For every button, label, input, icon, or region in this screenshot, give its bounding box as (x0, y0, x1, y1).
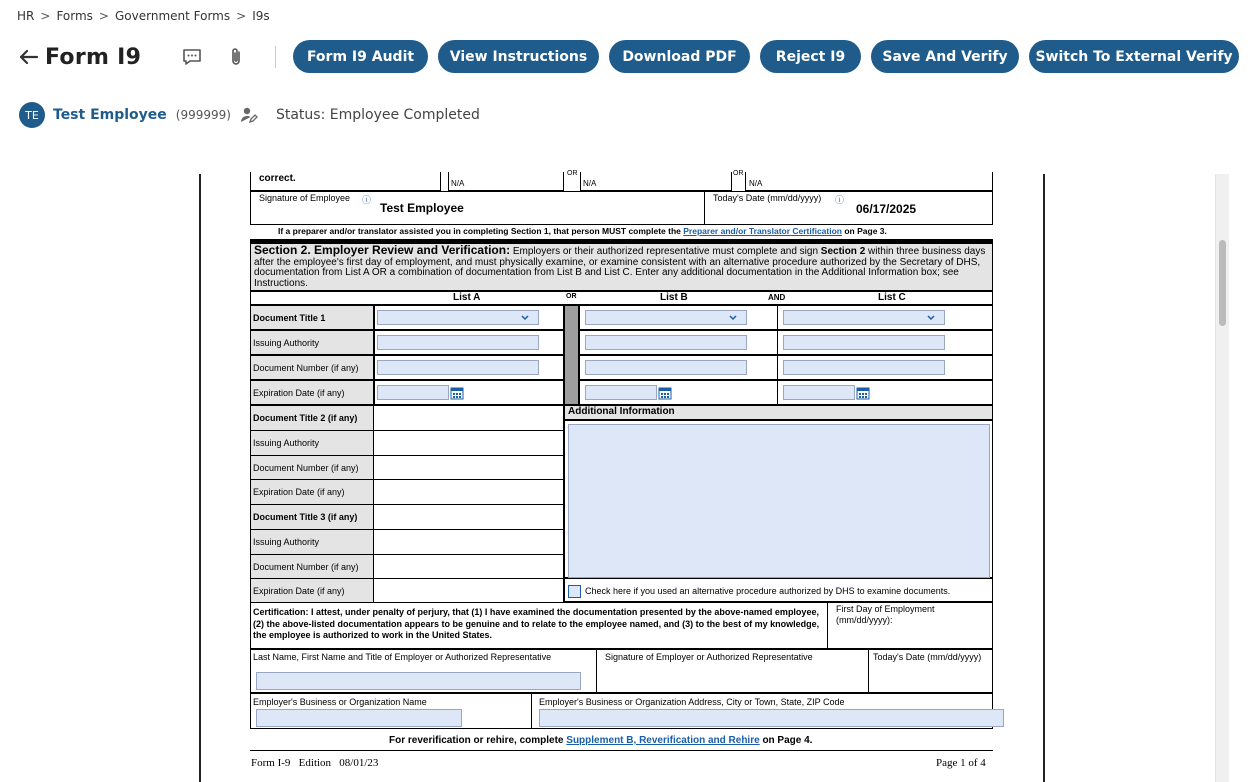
page-header (17, 40, 1247, 74)
section2-text: within three business days after the employee's first day of employment, and must physically examine, or examine consistent with an alternative procedure authorized by the Secretary of DHS, documentation from List A OR a combination of documentation from List B and List C. Enter any additional documentation in the Additional Information box; see Instructions. (254, 246, 986, 289)
employee-name[interactable]: Test Employee (53, 107, 167, 123)
document-field[interactable] (783, 360, 945, 375)
correct-text: correct. (259, 173, 296, 184)
na-cell-1 (448, 172, 564, 191)
breadcrumb-separator: > (98, 9, 109, 23)
row-label: Document Title 3 (if any) (253, 512, 358, 522)
calendar-icon[interactable] (856, 386, 870, 400)
page-number: Page 1 of 4 (936, 757, 986, 769)
row-label: Issuing Authority (253, 438, 320, 448)
document-viewer[interactable] (199, 170, 1045, 782)
arrow-left-icon[interactable] (17, 46, 39, 68)
row-label: Expiration Date (if any) (253, 487, 345, 497)
row-label: Issuing Authority (253, 338, 320, 348)
breadcrumb-separator: > (40, 9, 51, 23)
supplement-b-link[interactable]: Supplement B, Reverification and Rehire (566, 735, 760, 746)
business-name-field[interactable] (256, 709, 462, 727)
list-a-cell[interactable] (373, 455, 564, 481)
preparer-text-suffix: on Page 3. (844, 226, 887, 236)
list-a-cell[interactable] (373, 405, 564, 431)
scrollbar-thumb[interactable] (1219, 240, 1226, 326)
status-text: Status: Employee Completed (275, 107, 480, 123)
document-field[interactable] (585, 360, 747, 375)
or-label: OR (567, 170, 578, 177)
row-label: Expiration Date (if any) (253, 388, 345, 398)
breadcrumb-separator: > (236, 9, 247, 23)
signature-label: Signature of Employee (259, 193, 351, 203)
employer-signature-label: Signature of Employer or Authorized Representative (605, 652, 813, 662)
document-field[interactable] (783, 335, 945, 350)
view-instructions-button[interactable]: View Instructions (438, 40, 599, 73)
reject-i9-button[interactable]: Reject I9 (760, 40, 861, 73)
employee-signature-value: Test Employee (380, 201, 464, 215)
business-name-label: Employer's Business or Organization Name (253, 697, 427, 707)
certification-text: Certification: I attest, under penalty of perjury, that (1) I have examined the documentation presented by the above-named employee, (2) the above-listed documentation appears to be genuine and to relate to the employee named, and (3) to the best of my knowledge, the employee is authorized to work in the United States. (253, 607, 820, 640)
and-label: AND (768, 293, 786, 302)
preparer-text: If a preparer and/or translator assisted you in completing Section 1, that person MUST complete the (278, 226, 681, 236)
form-edition: Form I-9 Edition 08/01/23 (251, 757, 379, 769)
row-label: Document Number (if any) (253, 463, 359, 473)
first-day-label: First Day of Employment (mm/dd/yyyy): (836, 604, 935, 625)
employee-info (19, 101, 480, 129)
list-a-cell[interactable] (373, 504, 564, 530)
list-a-cell[interactable] (373, 554, 564, 580)
or-column (564, 305, 579, 405)
row-label: Document Title 2 (if any) (253, 413, 358, 423)
reverification-text-suffix: on Page 4. (762, 735, 813, 746)
additional-info-label: Additional Information (568, 406, 675, 417)
employer-name-label: Last Name, First Name and Title of Employer or Authorized Representative (253, 652, 552, 662)
business-address-label: Employer's Business or Organization Address, City or Town, State, ZIP Code (539, 697, 845, 707)
calendar-icon[interactable] (450, 386, 464, 400)
row-label: Document Number (if any) (253, 562, 359, 572)
todays-date-label: Today's Date (mm/dd/yyyy) (713, 193, 822, 203)
na-cell-3 (745, 172, 993, 191)
na-value: N/A (749, 179, 763, 188)
info-icon[interactable]: ⓘ (835, 195, 845, 205)
additional-info-field[interactable] (568, 424, 990, 578)
reverification-text: For reverification or rehire, complete (389, 735, 564, 746)
list-b-header: List B (660, 292, 688, 303)
expiration-date-field[interactable] (783, 385, 855, 400)
document-title-select[interactable] (783, 310, 945, 325)
expiration-date-field[interactable] (377, 385, 449, 400)
or-label: OR (733, 170, 744, 177)
na-value: N/A (583, 179, 597, 188)
list-c-header: List C (878, 292, 906, 303)
todays-date-value: 06/17/2025 (856, 202, 917, 216)
list-a-cell[interactable] (373, 430, 564, 456)
form-i9-audit-button[interactable]: Form I9 Audit (293, 40, 428, 73)
employer-date-label: Today's Date (mm/dd/yyyy) (873, 652, 982, 662)
info-icon[interactable]: ⓘ (362, 195, 372, 205)
document-title-select[interactable] (585, 310, 747, 325)
calendar-icon[interactable] (658, 386, 672, 400)
download-pdf-button[interactable]: Download PDF (609, 40, 750, 73)
breadcrumb-government-forms[interactable]: Government Forms (114, 9, 231, 23)
list-a-header: List A (453, 292, 481, 303)
breadcrumb-forms[interactable]: Forms (56, 9, 93, 23)
preparer-notice (278, 226, 887, 236)
avatar: TE (19, 102, 45, 128)
vertical-scrollbar[interactable] (1215, 174, 1229, 782)
section2-text: Employers or their authorized representative must complete and sign (510, 246, 821, 257)
header-divider (275, 46, 276, 68)
section2-bold: Section 2 (820, 246, 866, 257)
document-field[interactable] (585, 335, 747, 350)
na-value: N/A (451, 179, 465, 188)
row-label: Document Title 1 (253, 313, 326, 323)
list-a-cell[interactable] (373, 529, 564, 555)
document-title-select[interactable] (377, 310, 539, 325)
list-a-cell[interactable] (373, 479, 564, 505)
expiration-date-field[interactable] (585, 385, 657, 400)
comment-icon[interactable] (181, 46, 203, 68)
row-label: Expiration Date (if any) (253, 586, 345, 596)
switch-to-external-verify-button[interactable]: Switch To External Verify (1029, 40, 1239, 73)
save-and-verify-button[interactable]: Save And Verify (871, 40, 1019, 73)
alt-procedure-label: Check here if you used an alternative procedure authorized by DHS to examine documents. (585, 586, 951, 596)
breadcrumb (17, 9, 270, 23)
user-edit-icon[interactable] (240, 106, 258, 124)
section2-header (250, 243, 993, 291)
breadcrumb-i9s[interactable]: I9s (252, 9, 270, 23)
employee-id: (999999) (175, 108, 231, 122)
preparer-certification-link[interactable]: Preparer and/or Translator Certification (683, 226, 842, 236)
or-label: OR (566, 293, 577, 300)
document-field[interactable] (377, 335, 539, 350)
footer-rule (250, 750, 993, 751)
page-title: Form I9 (45, 44, 142, 70)
business-address-field[interactable] (539, 709, 1004, 727)
paperclip-icon[interactable] (225, 46, 247, 68)
breadcrumb-hr[interactable]: HR (17, 9, 35, 23)
list-a-cell[interactable] (373, 578, 564, 604)
reverification-notice (389, 735, 812, 746)
alt-procedure-checkbox[interactable] (568, 585, 581, 598)
na-cell-2 (580, 172, 732, 191)
employer-name-field[interactable] (256, 672, 581, 690)
row-label: Issuing Authority (253, 537, 320, 547)
section2-title: Section 2. Employer Review and Verification: (254, 243, 511, 257)
document-field[interactable] (377, 360, 539, 375)
row-label: Document Number (if any) (253, 363, 359, 373)
